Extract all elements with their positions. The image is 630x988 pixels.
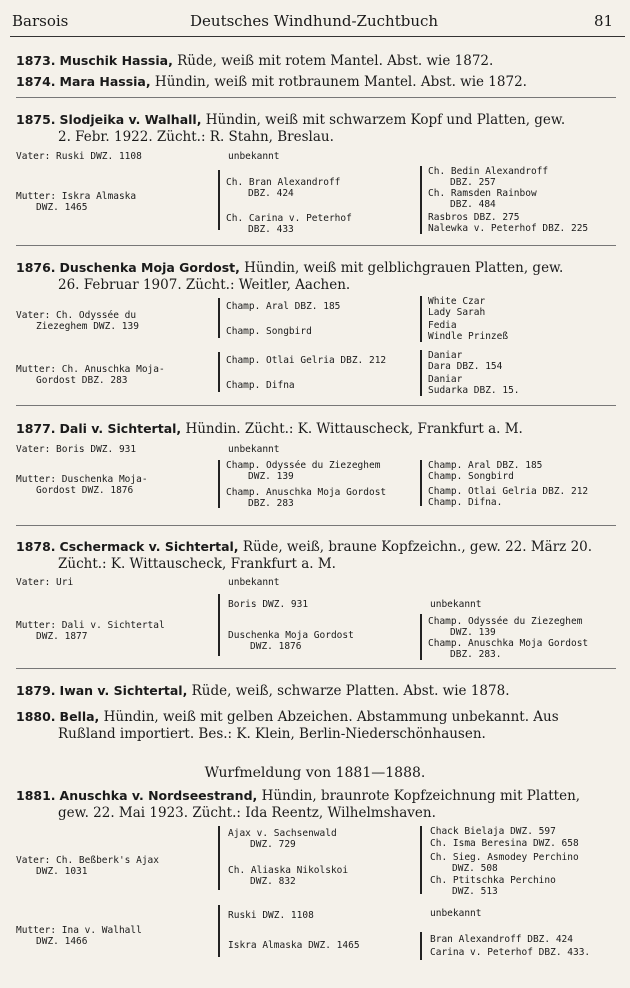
- pedigree-entry: Fedia: [428, 320, 457, 331]
- pedigree-entry: Chack Bielaja DWZ. 597: [430, 826, 556, 837]
- entry-1874: 1874. Mara Hassia, Hündin, weiß mit rotbraunem Mantel. Abst. wie 1872.: [16, 74, 527, 90]
- pedigree-entry: Champ. Aral DBZ. 185: [226, 301, 341, 312]
- pedigree-entry: DWZ. 139: [248, 471, 294, 482]
- entry-1878: 1878. Cschermack v. Sichtertal, Rüde, weiß, braune Kopfzeichn., gew. 22. März 20. Zücht.: K. Wittauscheck, Frankfurt a. M.: [16, 539, 593, 572]
- pedigree-entry: Gordost DBZ. 283: [36, 375, 128, 386]
- pedigree-entry: Champ. Difna.: [428, 497, 503, 508]
- pedigree-entry: Ch. Sieg. Asmodey Perchino: [430, 852, 579, 863]
- pedigree-entry: Mutter: Dali v. Sichtertal: [16, 620, 165, 631]
- entry-1873: 1873. Muschik Hassia, Rüde, weiß mit rotem Mantel. Abst. wie 1872.: [16, 53, 494, 69]
- pedigree-entry: DWZ. 1465: [36, 202, 88, 213]
- pedigree-entry: DWZ. 508: [452, 863, 498, 874]
- pedigree-bracket: [420, 166, 422, 234]
- pedigree-bracket: [420, 296, 422, 342]
- pedigree-entry: Boris DWZ. 931: [228, 599, 309, 610]
- pedigree-entry: Champ. Aral DBZ. 185: [428, 460, 543, 471]
- pedigree-entry: DWZ. 513: [452, 886, 498, 897]
- pedigree-entry: DWZ. 1466: [36, 936, 88, 947]
- pedigree-entry: Mutter: Duschenka Moja-: [16, 474, 148, 485]
- pedigree-entry: Daniar: [428, 374, 463, 385]
- pedigree-entry: Champ. Odyssée du Ziezeghem: [226, 460, 381, 471]
- pedigree-entry: Champ. Difna: [226, 380, 295, 391]
- entry-1877: 1877. Dali v. Sichtertal, Hündin. Zücht.: K. Wittauscheck, Frankfurt a. M.: [16, 421, 523, 437]
- pedigree-entry: Dara DBZ. 154: [428, 361, 503, 372]
- pedigree-entry: Daniar: [428, 350, 463, 361]
- pedigree-entry: Ch. Bran Alexandroff: [226, 177, 341, 188]
- pedigree-bracket: [420, 932, 422, 960]
- pedigree-entry: Mutter: Ina v. Walhall: [16, 925, 142, 936]
- pedigree-entry: Iskra Almaska DWZ. 1465: [228, 940, 360, 951]
- entry-1879: 1879. Iwan v. Sichtertal, Rüde, weiß, schwarze Platten. Abst. wie 1878.: [16, 683, 510, 699]
- pedigree-entry: Ch. Isma Beresina DWZ. 658: [430, 838, 579, 849]
- pedigree-entry: DBZ. 424: [248, 188, 294, 199]
- pedigree-entry: Bran Alexandroff DBZ. 424: [430, 934, 573, 945]
- pedigree-bracket: [218, 460, 220, 508]
- pedigree-bracket: [218, 905, 220, 957]
- pedigree-bracket: [218, 352, 220, 392]
- pedigree-entry: Carina v. Peterhof DBZ. 433.: [430, 947, 591, 958]
- pedigree-entry: Ch. Ptitschka Perchino: [430, 875, 556, 886]
- pedigree-bracket: [420, 350, 422, 396]
- pedigree-entry: Windle Prinzeß: [428, 331, 509, 342]
- pedigree-entry: DBZ. 283: [248, 498, 294, 509]
- pedigree-entry: Ch. Bedin Alexandroff: [428, 166, 549, 177]
- pedigree-entry: Vater: Boris DWZ. 931: [16, 444, 137, 455]
- pedigree-entry: Ch. Carina v. Peterhof: [226, 213, 352, 224]
- pedigree-entry: DBZ. 283.: [450, 649, 502, 660]
- pedigree-bracket: [218, 826, 220, 890]
- entry-1876: 1876. Duschenka Moja Gordost, Hündin, weiß mit gelblichgrauen Platten, gew. 26. Februar 1907. Zücht.: Weitler, Aachen.: [16, 260, 564, 293]
- pedigree-entry: DWZ. 139: [450, 627, 496, 638]
- pedigree-bracket: [420, 460, 422, 506]
- pedigree-entry: Ziezeghem DWZ. 139: [36, 321, 139, 332]
- pedigree-entry: DBZ. 433: [248, 224, 294, 235]
- pedigree-entry: Vater: Ch. Beßberk's Ajax: [16, 855, 159, 866]
- pedigree-entry: Champ. Songbird: [428, 471, 514, 482]
- pedigree-entry: Vater: Uri: [16, 577, 74, 588]
- pedigree-entry: DWZ. 832: [250, 876, 296, 887]
- pedigree-entry: Mutter: Ch. Anuschka Moja-: [16, 364, 165, 375]
- pedigree-entry: Gordost DWZ. 1876: [36, 485, 134, 496]
- entry-1881: 1881. Anuschka v. Nordseestrand, Hündin, braunrote Kopfzeichnung mit Platten, gew. 22. Mai 1923. Zücht.: Ida Reentz, Wilhelmshaven.: [16, 788, 581, 821]
- pedigree-entry: Ajax v. Sachsenwald: [228, 828, 337, 839]
- pedigree-entry: Sudarka DBZ. 15.: [428, 385, 520, 396]
- pedigree-entry: unbekannt: [430, 908, 482, 919]
- pedigree-entry: Rasbros DBZ. 275: [428, 212, 520, 223]
- pedigree-entry: Duschenka Moja Gordost: [228, 630, 354, 641]
- pedigree-entry: Ruski DWZ. 1108: [228, 910, 314, 921]
- entry-1875: 1875. Slodjeika v. Walhall, Hündin, weiß mit schwarzem Kopf und Platten, gew. 2. Febr. 1922. Zücht.: R. Stahn, Breslau.: [16, 112, 566, 145]
- pedigree-entry: Champ. Otlai Gelria DBZ. 212: [428, 486, 589, 497]
- header-breed: Barsois: [12, 12, 69, 30]
- pedigree-bracket: [420, 826, 422, 894]
- divider: [16, 97, 616, 98]
- pedigree-entry: unbekannt: [430, 599, 482, 610]
- header-rule: [10, 36, 625, 37]
- pedigree-entry: unbekannt: [228, 151, 280, 162]
- pedigree-entry: Ch. Ramsden Rainbow: [428, 188, 537, 199]
- pedigree-entry: DWZ. 1877: [36, 631, 88, 642]
- pedigree-entry: Champ. Anuschka Moja Gordost: [428, 638, 589, 649]
- pedigree-entry: DBZ. 257: [450, 177, 496, 188]
- pedigree-entry: unbekannt: [228, 577, 280, 588]
- section-title: Wurfmeldung von 1881—1888.: [204, 765, 426, 781]
- pedigree-entry: Nalewka v. Peterhof DBZ. 225: [428, 223, 589, 234]
- pedigree-entry: DWZ. 1876: [250, 641, 302, 652]
- pedigree-entry: White Czar: [428, 296, 486, 307]
- entry-1880: 1880. Bella, Hündin, weiß mit gelben Abzeichen. Abstammung unbekannt. Aus Rußland importiert. Bes.: K. Klein, Berlin-Niederschönhausen.: [16, 709, 559, 742]
- pedigree-entry: Mutter: Iskra Almaska: [16, 191, 137, 202]
- pedigree-entry: unbekannt: [228, 444, 280, 455]
- pedigree-bracket: [218, 170, 220, 230]
- pedigree-entry: Lady Sarah: [428, 307, 486, 318]
- pedigree-entry: Ch. Aliaska Nikolskoi: [228, 865, 349, 876]
- pedigree-entry: DBZ. 484: [450, 199, 496, 210]
- pedigree-bracket: [420, 614, 422, 660]
- pedigree-entry: Champ. Odyssée du Ziezeghem: [428, 616, 583, 627]
- pedigree-entry: Vater: Ch. Odyssée du: [16, 310, 137, 321]
- pedigree-entry: Champ. Songbird: [226, 326, 312, 337]
- pedigree-bracket: [218, 298, 220, 338]
- pedigree-bracket: [218, 594, 220, 656]
- header-title: Deutsches Windhund-Zuchtbuch: [190, 12, 439, 30]
- pedigree-entry: Champ. Otlai Gelria DBZ. 212: [226, 355, 387, 366]
- header-page-number: 81: [594, 12, 614, 30]
- pedigree-entry: Vater: Ruski DWZ. 1108: [16, 151, 142, 162]
- pedigree-entry: DWZ. 1031: [36, 866, 88, 877]
- pedigree-entry: DWZ. 729: [250, 839, 296, 850]
- pedigree-entry: Champ. Anuschka Moja Gordost: [226, 487, 387, 498]
